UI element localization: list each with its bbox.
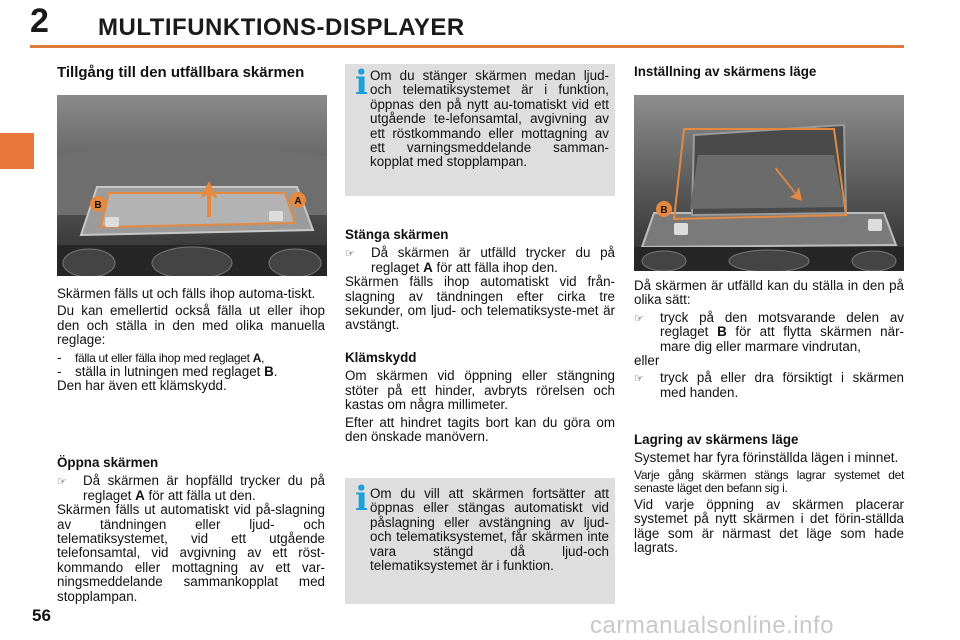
adjust-bullet-2-text: tryck på eller dra försiktigt i skärmen med handen. <box>660 370 904 400</box>
pointing-hand-icon: ☞ <box>57 476 67 489</box>
dash-mark: - <box>57 364 62 380</box>
open-title: Öppna skärmen <box>57 455 159 470</box>
label-a: A <box>294 196 302 207</box>
section-title-access: Tillgång till den utfällbara skärmen <box>57 64 305 81</box>
intro-paragraph-1: Skärmen fälls ut och fälls ihop automa-tiskt. <box>57 286 316 301</box>
chapter-number: 2 <box>30 2 49 40</box>
intro-paragraph-2: Du kan emellertid också fälla ut eller ihop den och ställa in den med olika manuella reglage: <box>57 303 325 348</box>
info-icon: i <box>355 63 368 103</box>
or-text: eller <box>634 353 660 369</box>
photo-unfolded-screen <box>634 95 904 271</box>
chapter-tab-marker <box>0 133 34 169</box>
info-icon: i <box>355 479 368 519</box>
info-box-reopen-text: Om du stänger skärmen medan ljud- och telematiksystemet är i funktion, öppnas den på nytt au-tomatiskt vid ett utgående te-lefonsamtal, avgivning av ett röstkommando eller mottagning av ett varningsmeddelande samman-kopplat med stopplampan. <box>370 68 609 170</box>
pinch-body-2: Efter att hindret tagits bort kan du göra om den önskade manövern. <box>345 414 615 445</box>
pinch-body-1: Om skärmen vid öppning eller stängning stöter på ett hinder, avbryts rörelsen och kastas om några millimeter. <box>345 368 615 413</box>
punct: . <box>273 364 278 380</box>
page-number: 56 <box>32 606 51 625</box>
info-box-auto <box>345 478 615 604</box>
key-a: A <box>135 487 145 503</box>
page-title: MULTIFUNKTIONS-DISPLAYER <box>98 14 465 41</box>
open-section <box>57 456 325 607</box>
dash-item-b <box>57 365 325 379</box>
pinch-section <box>345 351 615 447</box>
close-title: Stänga skärmen <box>345 227 449 242</box>
close-bullet-text: Då skärmen är utfälld trycker du på reglaget <box>371 245 615 275</box>
store-body-1: Systemet har fyra förinställda lägen i minnet. <box>634 450 899 466</box>
close-bullet <box>345 246 615 275</box>
adjust-title: Inställning av skärmens läge <box>634 64 817 79</box>
punct: , <box>261 350 265 365</box>
store-title: Lagring av skärmens läge <box>634 432 799 447</box>
info-box-auto-text: Om du vill att skärmen fortsätter att öppnas eller stängas automatiskt vid påslagning eller avstängning av ljud- och telematiksystemet, får skärmen inte vara stängd då ljud-och telematiksystemet är i funktion. <box>370 486 609 574</box>
watermark: carmanualsonline.info <box>590 612 834 639</box>
close-section <box>345 228 615 336</box>
pointing-hand-icon: ☞ <box>634 312 644 325</box>
adjust-bullet-1-text: tryck på den motsvarande delen av reglaget <box>660 309 904 340</box>
dash-mark: - <box>57 349 62 365</box>
adjust-section <box>634 279 904 400</box>
store-small-note: Varje gång skärmen stängs lagrar systemet det senaste läget den befann sig i. <box>634 467 904 495</box>
pointing-hand-icon: ☞ <box>345 248 355 261</box>
label-b: B <box>94 200 102 211</box>
open-bullet <box>57 474 325 503</box>
adjust-bullet-2 <box>634 371 904 400</box>
adjust-bullet-1-text-end: för att flytta skärmen när-mare dig eller marmare vindrutan, <box>660 324 904 354</box>
store-body-2: Vid varje öppning av skärmen placerar systemet på nytt skärmen i det förin-ställda läge som är närmast det läge som hade lagrats. <box>634 496 904 556</box>
store-section <box>634 433 904 558</box>
dash-item-a <box>57 351 325 365</box>
close-bullet-text-end: för att fälla ihop den. <box>432 259 558 275</box>
pointing-hand-icon: ☞ <box>634 373 644 386</box>
dash-item-b-text: ställa in lutningen med reglaget <box>75 364 265 380</box>
open-body: Skärmen fälls ut automatiskt vid på-slagning av tändningen eller ljud- och telematiksystemet, vid ett utgående telefonsamtal, vid avgivning av ett röst-kommando eller mottagning av ett var-ningsmeddelande sammankopplat med stopplampan. <box>57 502 325 604</box>
open-bullet-text-end: för att fälla ut den. <box>144 487 256 503</box>
pinch-title: Klämskydd <box>345 350 417 365</box>
outro-paragraph: Den har även ett klämskydd. <box>57 378 227 394</box>
info-box-reopen <box>345 64 615 196</box>
key-a: A <box>252 350 262 365</box>
photo-folded-screen <box>57 95 327 276</box>
header-divider <box>30 45 904 48</box>
open-bullet-text: Då skärmen är hopfälld trycker du på reglaget <box>83 473 325 503</box>
label-b: B <box>660 205 668 216</box>
left-intro <box>57 287 325 397</box>
dash-item-a-text: fälla ut eller fälla ihop med reglaget <box>75 350 253 365</box>
adjust-bullet-1 <box>634 311 904 354</box>
close-body: Skärmen fälls ihop automatiskt vid från-slagning av tändningen efter cirka tre sekunder, om ljud- och telematiksyste-met är avstängt. <box>345 274 615 333</box>
key-b: B <box>264 364 274 380</box>
key-b: B <box>717 324 727 340</box>
adjust-intro: Då skärmen är utfälld kan du ställa in den på olika sätt: <box>634 278 904 308</box>
key-a: A <box>423 259 433 275</box>
